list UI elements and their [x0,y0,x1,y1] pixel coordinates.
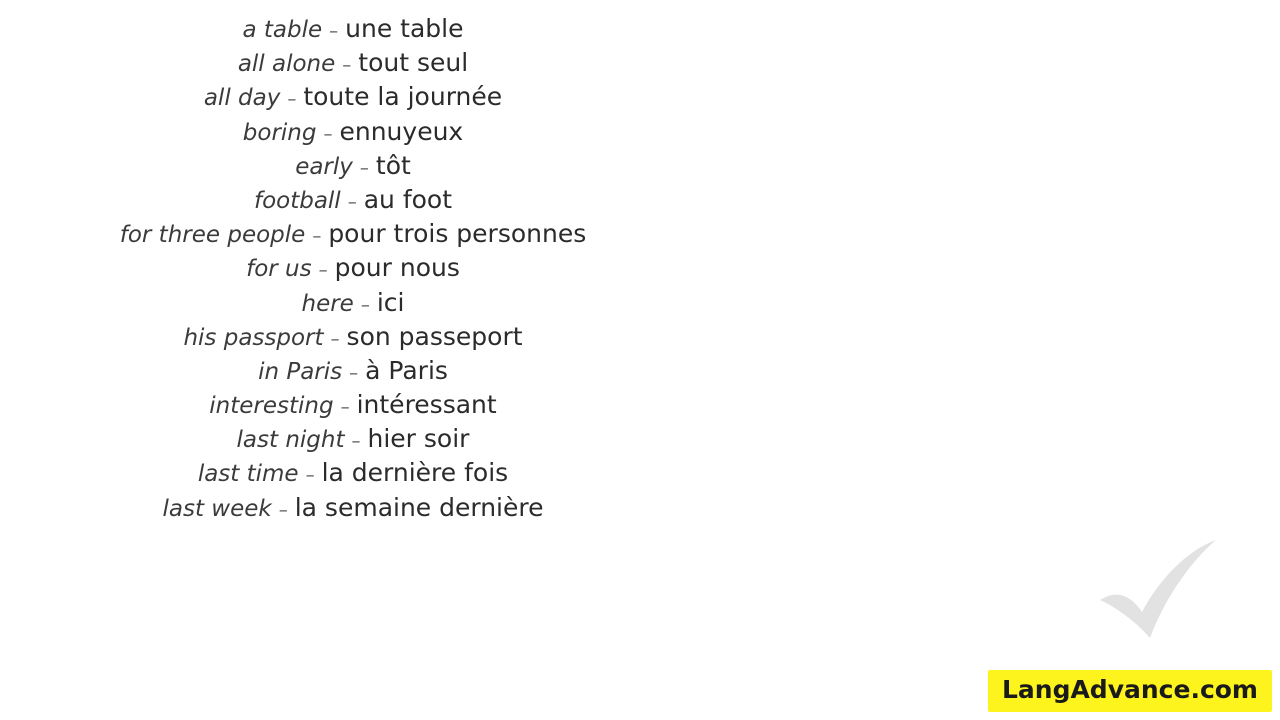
vocab-separator: – [351,431,361,453]
vocab-translation: à Paris [365,355,448,385]
vocab-separator: – [278,499,288,521]
vocab-translation: une table [345,14,464,43]
vocab-separator: – [330,328,340,350]
vocab-translation: tout seul [358,48,469,78]
vocab-row [238,46,468,80]
vocab-term: early [295,153,353,180]
vocab-row [237,422,470,456]
vocab-term: for three people [119,222,306,249]
vocab-separator: – [287,89,297,111]
brand-label: LangAdvance.com [1001,675,1258,704]
vocab-translation: au foot [363,184,453,214]
vocab-separator: – [349,362,359,384]
vocab-separator: – [347,191,357,213]
vocab-row [183,320,522,354]
vocab-row [295,149,411,183]
vocabulary-list [0,12,706,525]
vocab-separator: – [342,55,352,77]
vocab-row [120,217,587,251]
vocab-term: a table [242,17,323,43]
vocab-separator: – [329,21,339,42]
vocab-translation: la dernière fois [321,458,509,488]
vocab-translation: pour nous [334,253,460,283]
vocab-separator: – [340,397,350,419]
vocab-row [204,80,502,114]
vocab-translation: pour trois personnes [328,219,587,249]
vocab-separator: – [359,157,369,179]
vocab-translation: tôt [375,150,411,180]
vocab-term: his passport [183,324,324,351]
vocab-term: last night [236,427,345,454]
vocab-translation: la semaine dernière [294,492,544,522]
check-mark-icon [1098,538,1228,658]
vocab-term: last time [197,461,299,488]
vocab-translation: hier soir [367,424,470,454]
brand-badge[interactable] [988,670,1272,712]
vocab-term: interesting [209,393,334,420]
vocab-separator: – [312,226,322,248]
vocab-row [209,388,496,422]
vocab-row [302,286,405,320]
vocab-translation: ennuyeux [339,116,464,146]
vocab-row [246,251,460,285]
vocab-separator: – [323,123,333,145]
vocab-separator: – [305,465,315,487]
vocab-term: in Paris [258,358,343,385]
vocab-term: boring [242,119,317,146]
vocab-translation: intéressant [356,390,497,420]
vocab-translation: toute la journée [303,82,503,112]
vocab-term: football [253,187,341,214]
vocab-row [243,115,463,149]
vocab-translation: ici [376,287,405,317]
vocab-row [162,491,543,525]
vocab-row [258,354,448,388]
vocab-translation: son passeport [346,321,523,351]
vocab-row [198,456,508,490]
vocab-term: all alone [237,51,336,78]
vocab-separator: – [318,260,328,282]
vocab-separator: – [360,294,370,316]
vocab-term: all day [203,85,281,112]
vocab-term: last week [162,495,272,522]
vocab-row [242,12,463,46]
vocab-term: here [301,290,354,317]
vocab-row [254,183,452,217]
vocab-term: for us [246,256,312,283]
